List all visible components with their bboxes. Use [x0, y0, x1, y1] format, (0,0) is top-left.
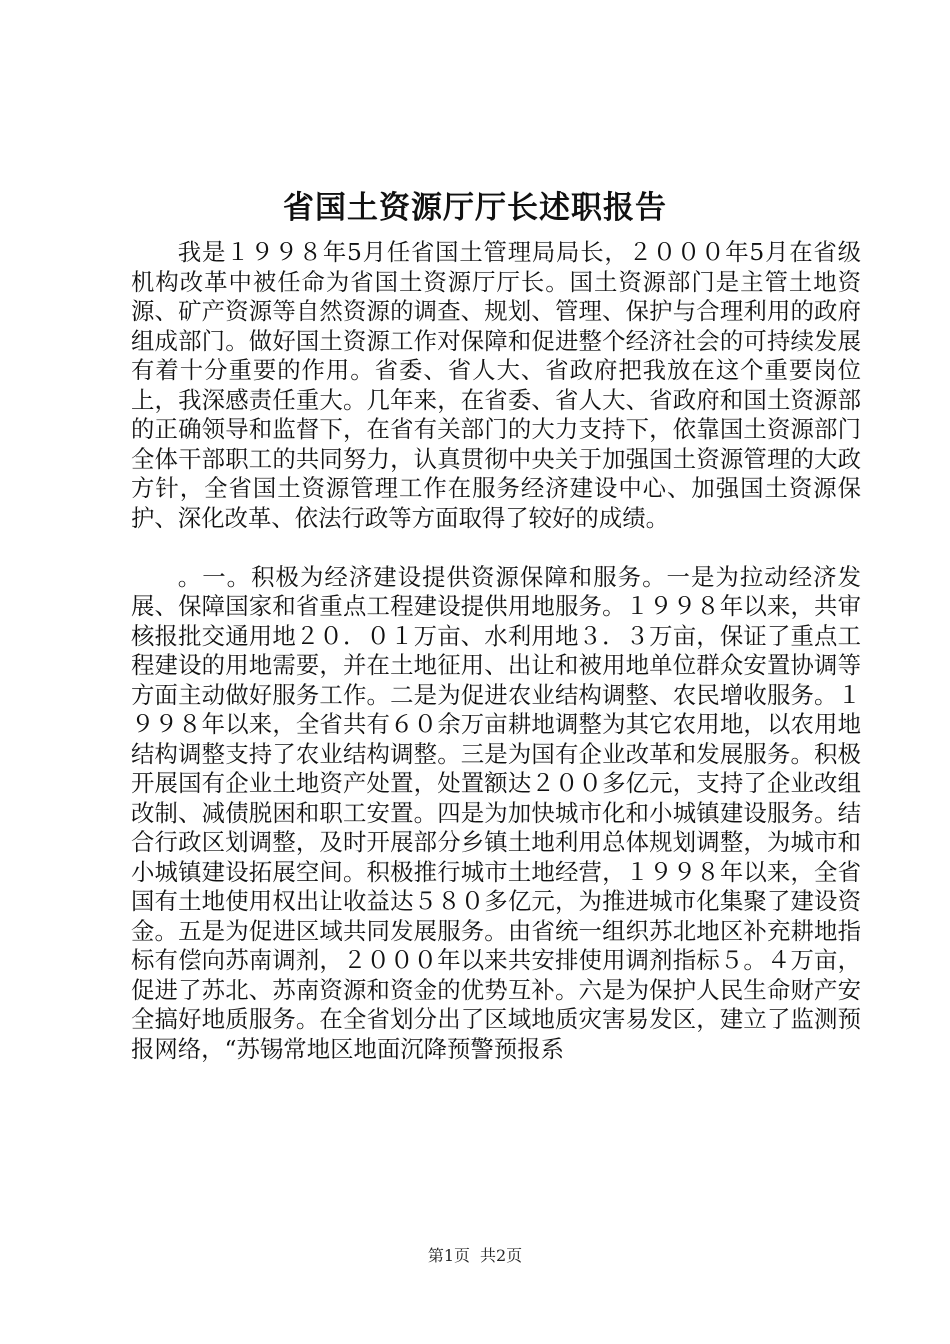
page-total: 共2页: [480, 1246, 523, 1265]
document-title: 省国土资源厅厅长述职报告: [283, 190, 667, 226]
paragraph-section-one: 。一。积极为经济建设提供资源保障和服务。一是为拉动经济发展、保障国家和省重点工程建设提供用地服务。１９９８年以来，共审核报批交通用地２０．０１万亩、水利用地３．３万亩，保证了重点工程建设的用地需要，并在土地征用、出让和被用地单位群众安置协调等方面主动做好服务工作。二是为促进农业结构调整、农民增收服务。１９９８年以来，全省共有６０余万亩耕地调整为其它农用地，以农用地结构调整支持了农业结构调整。三是为国有企业改革和发展服务。积极开展国有企业土地资产处置，处置额达２００多亿元，支持了企业改组改制、减债脱困和职工安置。四是为加快城市化和小城镇建设服务。结合行政区划调整，及时开展部分乡镇土地利用总体规划调整，为城市和小城镇建设拓展空间。积极推行城市土地经营，１９９８年以来，全省国有土地使用权出让收益达５８０多亿元，为推进城市化集聚了建设资金。五是为促进区域共同发展服务。由省统一组织苏北地区补充耕地指标有偿向苏南调剂，２０００年以来共安排使用调剂指标５。４万亩，促进了苏北、苏南资源和资金的优势互补。六是为保护人民生命财产安全搞好地质服务。在全省划分出了区域地质灾害易发区，建立了监测预报网络，“苏锡常地区地面沉降预警预报系: [131, 562, 861, 1063]
paragraph-intro: 我是１９９８年5月任省国土管理局局长，２０００年5月在省级机构改革中被任命为省国土资源厅厅长。国土资源部门是主管土地资源、矿产资源等自然资源的调查、规划、管理、保护与合理利用的政府组成部门。做好国土资源工作对保障和促进整个经济社会的可持续发展有着十分重要的作用。省委、省人大、省政府把我放在这个重要岗位上，我深感责任重大。几年来，在省委、省人大、省政府和国土资源部的正确领导和监督下，在省有关部门的大力支持下，依靠国土资源部门全体干部职工的共同努力，认真贯彻中央关于加强国土资源管理的大政方针，全省国土资源管理工作在服务经济建设中心、加强国土资源保护、深化改革、依法行政等方面取得了较好的成绩。: [131, 238, 861, 532]
page-number: 第1页: [427, 1246, 470, 1265]
page-footer: [0, 1246, 950, 1266]
document-body: [131, 238, 861, 1064]
